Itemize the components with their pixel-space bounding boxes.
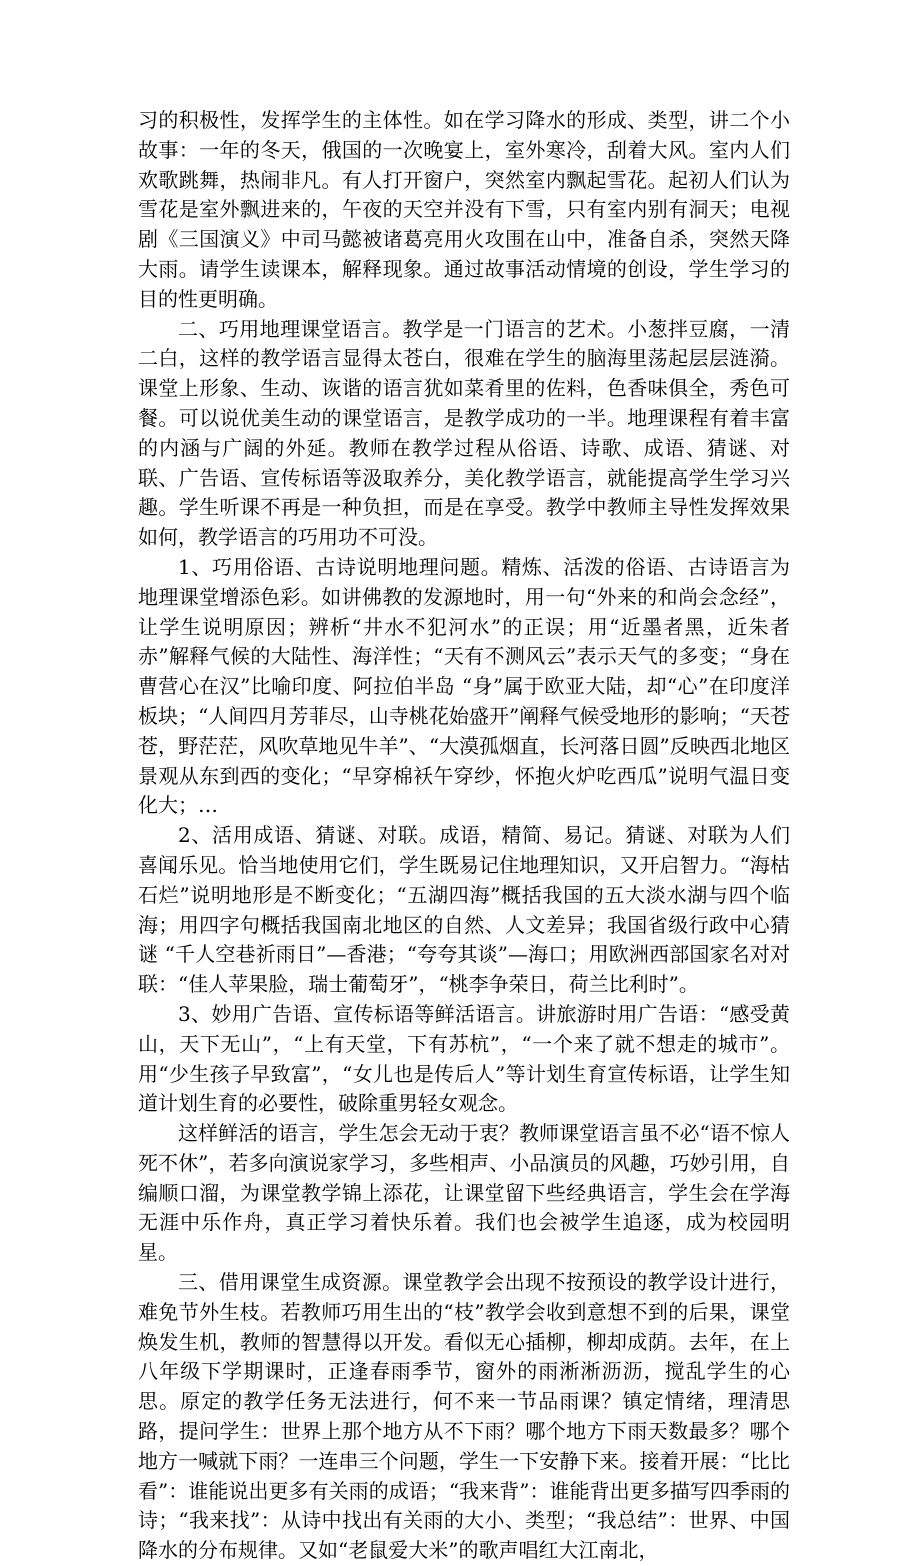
paragraph-5: 3、妙用广告语、宣传标语等鲜活语言。讲旅游时用广告语：“感受黄山，天下无山”，“上有天堂，下有苏杭”，“一个来了就不想走的城市”。用“少生孩子早致富”，“女儿也是传后人”等计划生育宣传标语，让学生知道计划生育的必要性，破除重男轻女观念。 bbox=[138, 1001, 790, 1116]
paragraph-1: 习的积极性，发挥学生的主体性。如在学习降水的形成、类型，讲二个小故事：一年的冬天，俄国的一次晚宴上，室外寒冷，刮着大风。室内人们欢歌跳舞，热闹非凡。有人打开窗户，突然室内飘起雪花。起初人们认为雪花是室外飘进来的，午夜的天空并没有下雪，只有室内别有洞天；电视剧《三国演义》中司马懿被诸葛亮用火攻围在山中，准备自杀，突然天降大雨。请学生读课本，解释现象。通过故事活动情境的创设，学生学习的目的性更明确。 bbox=[138, 108, 790, 311]
paragraph-3: 1、巧用俗语、古诗说明地理问题。精炼、活泼的俗语、古诗语言为地理课堂增添色彩。如讲佛教的发源地时，用一句“外来的和尚会念经”， 让学生说明原因；辨析“井水不犯河水”的正误；用“近墨者黑，近朱者赤”解释气候的大陆性、海洋性；“天有不测风云”表示天气的多变；“身在曹营心在汉”比喻印度、阿拉伯半岛 “身”属于欧亚大陆，却“心”在印度洋板块；“人间四月芳菲尽，山寺桃花始盛开”阐释气候受地形的影响；“天苍苍，野茫茫，风吹草地见牛羊”、“大漠孤烟直，长河落日圆”反映西北地区景观从东到西的变化；“早穿棉袄午穿纱，怀抱火炉吃西瓜”说明气温日变化大；… bbox=[138, 554, 790, 818]
paragraph-6: 这样鲜活的语言，学生怎会无动于衷？教师课堂语言虽不必“语不惊人死不休”，若多向演说家学习，多些相声、小品演员的风趣，巧妙引用，自编顺口溜，为课堂教学锦上添花，让课堂留下些经典语言，学生会在学海无涯中乐作舟，真正学习着快乐着。我们也会被学生追逐，成为校园明星。 bbox=[138, 1121, 790, 1265]
paragraph-4: 2、活用成语、猜谜、对联。成语，精简、易记。猜谜、对联为人们喜闻乐见。恰当地使用它们，学生既易记住地理知识，又开启智力。“海枯石烂”说明地形是不断变化；“五湖四海”概括我国的五大淡水湖与四个临海；用四字句概括我国南北地区的自然、人文差异；我国省级行政中心猜谜 “千人空巷祈雨日”—香港；“夸夸其谈”—海口；用欧洲西部国家名对对联：“佳人苹果脸，瑞士葡萄牙”，“桃李争荣日，荷兰比利时”。 bbox=[138, 823, 790, 997]
paragraph-2: 二、巧用地理课堂语言。教学是一门语言的艺术。小葱拌豆腐，一清二白，这样的教学语言显得太苍白，很难在学生的脑海里荡起层层涟漪。课堂上形象、生动、诙谐的语言犹如菜肴里的佐料，色香味俱全，秀色可餐。可以说优美生动的课堂语言，是教学成功的一半。地理课程有着丰富的内涵与广阔的外延。教师在教学过程从俗语、诗歌、成语、猜谜、对联、广告语、宣传标语等汲取养分，美化教学语言，就能提高学生学习兴趣。学生听课不再是一种负担，而是在享受。教学中教师主导性发挥效果如何，教学语言的巧用功不可没。 bbox=[138, 316, 790, 550]
document-page bbox=[138, 106, 790, 1566]
paragraph-7: 三、借用课堂生成资源。课堂教学会出现不按预设的教学设计进行，难免节外生枝。若教师巧用生出的“枝”教学会收到意想不到的后果，课堂焕发生机，教师的智慧得以开发。看似无心插柳，柳却成荫。去年，在上八年级下学期课时，正逢春雨季节，窗外的雨淅淅沥沥，搅乱学生的心思。原定的教学任务无法进行，何不来一节品雨课？镇定情绪，理清思路，提问学生：世界上那个地方从不下雨？哪个地方下雨天数最多？哪个地方一喊就下雨？一连串三个问题，学生一下安静下来。接着开展：“比比看”：谁能说出更多有关雨的成语；“我来背”：谁能背出更多描写四季雨的诗；“我来找”：从诗中找出有关雨的大小、类型；“我总结”：世界、中国降水的分布规律。又如“老鼠爱大米”的歌声唱红大江南北， bbox=[138, 1270, 790, 1563]
